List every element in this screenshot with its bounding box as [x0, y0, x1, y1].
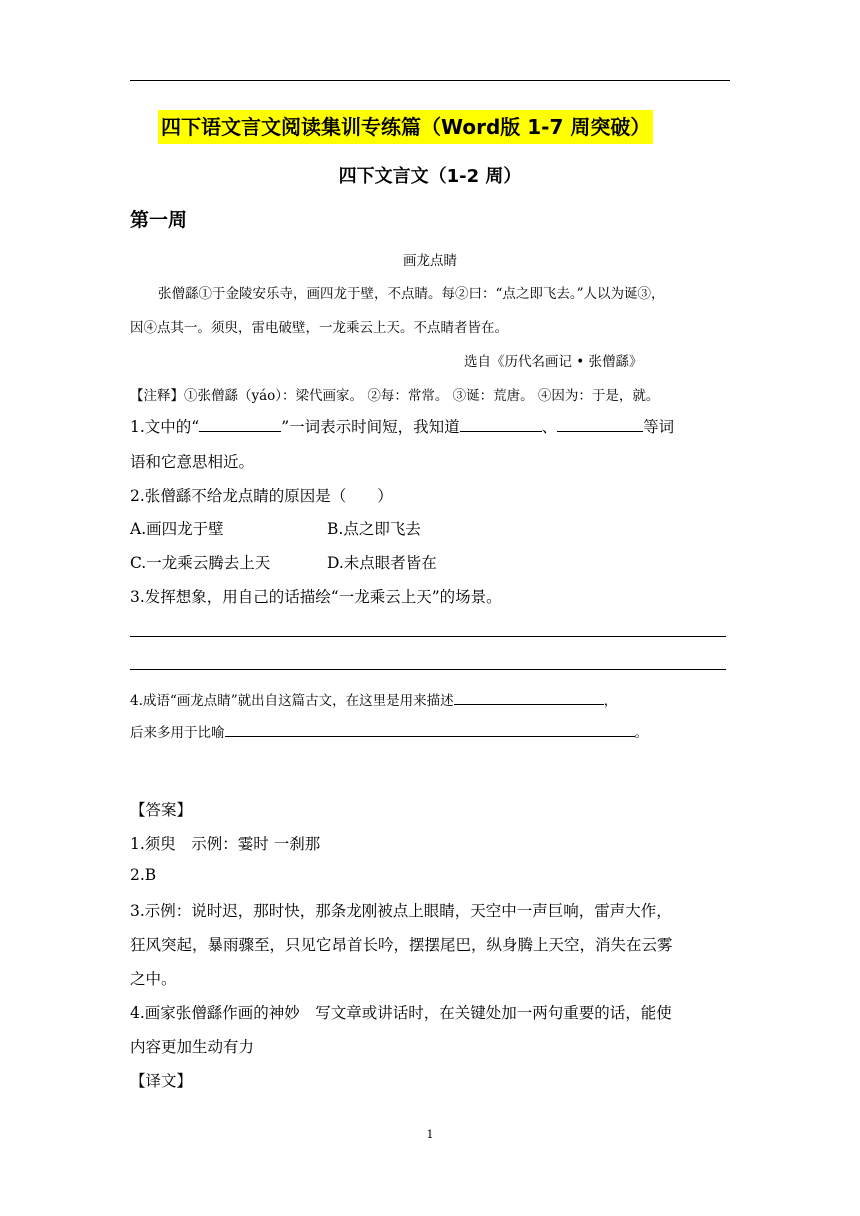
option-c: C.一龙乘云腾去上天 [130, 554, 271, 572]
header-rule [130, 80, 730, 81]
passage-notes: 【注释】①张僧繇（yáo）：梁代画家。 ②每：常常。 ③诞：荒唐。 ④因为：于是，就。 [130, 388, 660, 404]
option-a: A.画四龙于壁 [130, 520, 224, 538]
passage-title: 画龙点睛 [403, 253, 457, 269]
option-d: D.未点眼者皆在 [327, 554, 437, 572]
q4-blank-2[interactable] [225, 721, 635, 737]
q1-blank-3[interactable] [557, 416, 643, 432]
q1-text-b: ”一词表示时间短，我知道 [281, 418, 460, 436]
q1-text-a: 1.文中的“ [130, 418, 200, 436]
passage-line-1: 张僧繇①于金陵安乐寺，画四龙于壁，不点睛。每②曰：“点之即飞去。”人以为诞③， [158, 286, 665, 302]
answer-2: 2.B [130, 866, 157, 884]
answer-3-line-2: 狂风突起，暴雨骤至，只见它昂首长吟，摆摆尾巴，纵身腾上天空，消失在云雾 [130, 936, 673, 954]
section-title: 四下文言文（1-2 周） [338, 166, 522, 187]
passage-line-2: 因④点其一。须臾，雷电破壁，一龙乘云上天。不点睛者皆在。 [130, 320, 508, 336]
q1-text-d: 等词 [643, 418, 675, 436]
answer-1: 1.须臾 示例：霎时 一刹那 [130, 835, 321, 853]
answer-line-2[interactable] [130, 669, 726, 670]
question-2: 2.张僧繇不给龙点睛的原因是（ ） [130, 487, 393, 505]
q4-text-c: 后来多用于比喻 [130, 725, 225, 741]
passage-source: 选自《历代名画记 • 张僧繇》 [464, 354, 643, 370]
answer-3-line-1: 3.示例：说时迟，那时快，那条龙刚被点上眼睛，天空中一声巨响，雷声大作， [130, 902, 672, 920]
option-b: B.点之即飞去 [327, 520, 421, 538]
q4-text-b: ， [603, 693, 618, 709]
question-1 [130, 415, 674, 437]
answer-3-line-3: 之中。 [130, 970, 177, 988]
page-number: 1 [426, 1128, 434, 1141]
question-4 [130, 689, 617, 709]
q1-text-c: 、 [541, 418, 558, 436]
document-title: 四下语文言文阅读集训专练篇（Word版 1-7 周突破） [158, 110, 653, 144]
answers-heading: 【答案】 [130, 801, 193, 819]
q4-blank-1[interactable] [454, 689, 604, 705]
answer-4-line-1: 4.画家张僧繇作画的神妙 写文章或讲话时，在关键处加一两句重要的话，能使 [130, 1004, 672, 1022]
q4-text-a: 4.成语“画龙点睛”就出自这篇古文，在这里是用来描述 [130, 693, 454, 709]
question-4-line-2 [130, 721, 648, 741]
q4-text-d: 。 [634, 725, 648, 741]
q1-blank-1[interactable] [199, 416, 281, 432]
question-1-line-2: 语和它意思相近。 [130, 453, 255, 471]
answer-line-1[interactable] [130, 636, 726, 637]
week-heading: 第一周 [130, 209, 188, 231]
answer-4-line-2: 内容更加生动有力 [130, 1038, 255, 1056]
translation-heading: 【译文】 [130, 1072, 193, 1090]
question-3: 3.发挥想象，用自己的话描绘“一龙乘云上天”的场景。 [130, 588, 502, 606]
q1-blank-2[interactable] [460, 416, 542, 432]
